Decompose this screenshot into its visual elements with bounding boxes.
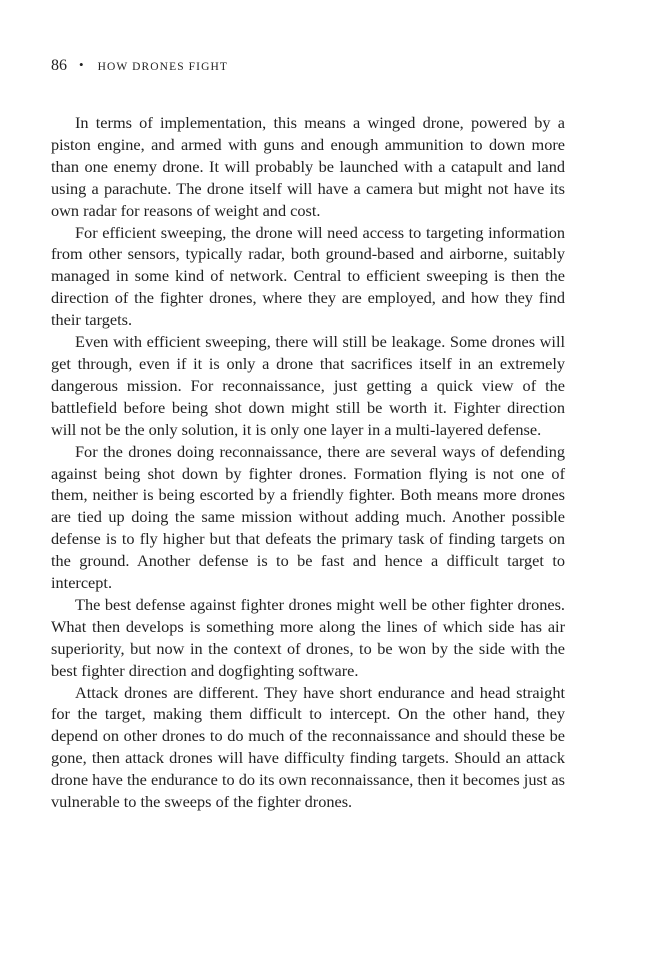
header-separator-bullet: • [79,57,84,72]
paragraph: For efficient sweeping, the drone will need access to targeting information from other sensors, typically radar, both ground-based and airborne, suitably managed in some kind of network. Central to efficient sweeping is then the direction of the fighter drones, where they are employed, and how they find their targets. [51,222,565,330]
page-number: 86 [51,57,67,74]
paragraph: For the drones doing reconnaissance, there are several ways of defending against being shot down by fighter drones. Formation flying is not one of them, neither is being escorted by a friendly fighter. Both means more drones are tied up doing the same mission without adding much. Another possible defense is to fly higher but that defeats the primary task of finding targets on the ground. Another defense is to be fast and hence a difficult target to intercept. [51,441,565,593]
body-text [51,112,565,813]
running-head-title: HOW DRONES FIGHT [97,61,229,73]
running-head [51,56,228,77]
paragraph: Even with efficient sweeping, there will still be leakage. Some drones will get through, even if it is only a drone that sacrifices itself in an extremely dangerous mission. For reconnaissance, just getting a quick view of the battlefield before being shot down might still be worth it. Fighter direction will not be the only solution, it is only one layer in a multi-layered defense. [51,332,565,439]
paragraph: In terms of implementation, this means a winged drone, powered by a piston engine, and armed with guns and enough ammunition to down more than one enemy drone. It will probably be launched with a catapult and land using a parachute. The drone itself will have a camera but might not have its own radar for reasons of weight and cost. [51,113,565,220]
paragraph: Attack drones are different. They have short endurance and head straight for the target, making them difficult to intercept. On the other hand, they depend on other drones to do much of the reconnaissance and should these be gone, then attack drones will have difficulty finding targets. Should an attack drone have the endurance to do its own reconnaissance, then it becomes just as vulnerable to the sweeps of the fighter drones. [51,682,565,812]
paragraph: The best defense against fighter drones might well be other fighter drones. What then develops is something more along the lines of which side has air superiority, but now in the context of drones, to be won by the side with the best fighter direction and dogfighting software. [51,594,565,680]
